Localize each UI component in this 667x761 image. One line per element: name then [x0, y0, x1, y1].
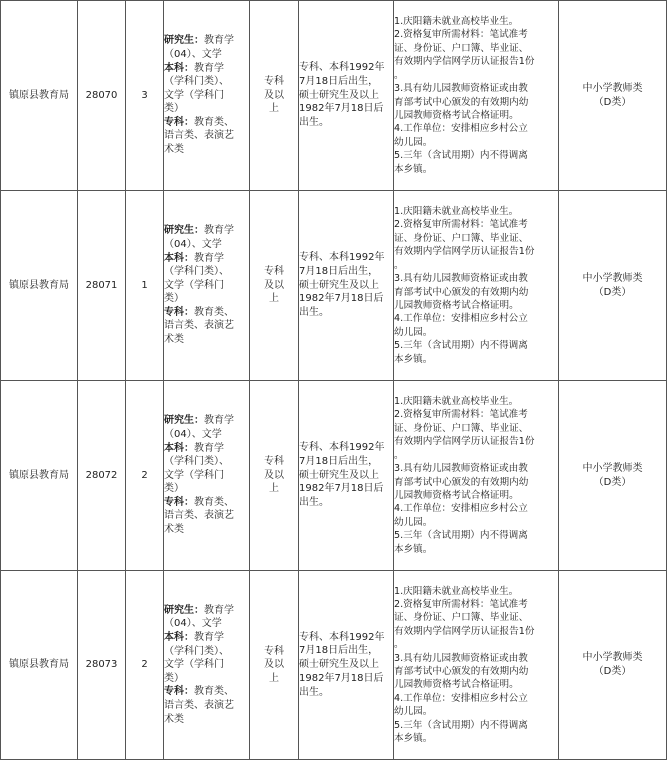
major-text: 教育类、	[194, 306, 234, 318]
requirement-line: 1.庆阳籍未就业高校毕业生。	[394, 16, 519, 28]
age-cell	[299, 571, 394, 760]
major-text: 术类	[164, 524, 184, 536]
requirement-line: 本乡镇。	[394, 163, 433, 175]
requirement-line: 4.工作单位：安排相应乡村公立	[394, 313, 528, 325]
age-line: 硕士研究生及以上	[299, 279, 379, 291]
unit-cell	[1, 381, 78, 571]
requirement-line: 。	[394, 639, 404, 651]
major-line	[164, 265, 249, 279]
major-level-label: 研究生：	[164, 415, 204, 427]
requirement-line: 儿园教师资格考试合格证明。	[394, 679, 519, 691]
unit-name: 镇原县教育局	[9, 469, 69, 481]
major-text: 类）	[164, 483, 184, 495]
table-row	[1, 1, 667, 191]
category-cell	[559, 381, 667, 571]
major-line	[164, 102, 249, 116]
requirement-line: 育部考试中心颁发的有效期内幼	[394, 666, 529, 677]
requirement-line: 育部考试中心颁发的有效期内幼	[394, 286, 529, 298]
major-line	[164, 34, 249, 48]
requirement-line: 5.三年（含试用期）内不得调离	[394, 530, 528, 542]
major-text: 术类	[164, 334, 184, 346]
education-level: 专科及以上	[264, 266, 284, 305]
major-cell	[164, 571, 250, 760]
position-code: 28071	[85, 279, 118, 291]
requirement-line: 有效期内学信网学历认证报告1份	[394, 625, 535, 637]
age-line: 出生。	[299, 307, 329, 319]
requirement-line: 2.资格复审所需材料：笔试准考	[394, 598, 528, 610]
age-line: 专科、本科1992年	[299, 252, 385, 263]
recruit-count: 1	[141, 279, 148, 291]
major-line	[164, 482, 249, 496]
position-code-cell	[78, 1, 126, 191]
requirement-line: 3.具有幼儿园教师资格证或由教	[394, 273, 528, 285]
major-text: 文学（学科门	[164, 89, 224, 101]
major-line	[164, 672, 249, 686]
unit-name: 镇原县教育局	[9, 659, 69, 671]
major-line	[164, 292, 249, 306]
major-text: 语言类、表演艺	[164, 320, 234, 332]
requirement-line: 4.工作单位：安排相应乡村公立	[394, 692, 528, 704]
requirement-line: 本乡镇。	[394, 543, 433, 555]
major-line	[164, 469, 249, 483]
major-line	[164, 129, 249, 143]
major-text: 教育学	[204, 604, 234, 616]
requirement-line: 4.工作单位：安排相应乡村公立	[394, 503, 528, 515]
position-category: 中小学教师类（D类）	[582, 652, 643, 677]
major-line	[164, 224, 249, 238]
requirement-line: 幼儿园。	[394, 516, 433, 528]
major-text: （学科门类）、	[164, 76, 229, 88]
major-text: 教育学	[194, 632, 224, 644]
major-text: 教育类、	[194, 686, 234, 698]
requirement-line: 有效期内学信网学历认证报告1份	[394, 246, 535, 258]
major-level-label: 专科：	[164, 686, 194, 698]
major-text: 教育学	[204, 415, 234, 427]
age-line: 7月18日后出生，	[299, 265, 379, 277]
age-line: 出生。	[299, 686, 329, 698]
age-cell	[299, 381, 394, 571]
recruit-count: 3	[141, 89, 148, 101]
education-cell	[250, 381, 299, 571]
requirement-line: 证、身份证、户口簿、毕业证、	[394, 422, 529, 434]
position-code-cell	[78, 191, 126, 381]
age-line: 7月18日后出生，	[299, 645, 379, 657]
category-cell	[559, 571, 667, 760]
requirement-line: 证、身份证、户口簿、毕业证、	[394, 232, 529, 244]
requirement-line: 本乡镇。	[394, 733, 433, 745]
unit-cell	[1, 191, 78, 381]
education-level: 专科及以上	[264, 456, 284, 495]
major-line	[164, 238, 249, 252]
age-line: 专科、本科1992年	[299, 631, 385, 643]
requirement-line: 5.三年（含试用期）内不得调离	[394, 340, 528, 352]
major-text: 文学（学科门	[164, 279, 224, 291]
major-text: 教育学	[204, 35, 234, 47]
major-text: 教育学	[194, 62, 224, 74]
major-text: 术类	[164, 713, 184, 725]
education-cell	[250, 571, 299, 760]
recruit-count-cell	[126, 381, 164, 571]
requirements-cell	[394, 191, 559, 381]
education-level: 专科及以上	[264, 645, 284, 684]
requirement-line: 3.具有幼儿园教师资格证或由教	[394, 83, 528, 95]
major-text: （04）、文学	[164, 238, 222, 250]
age-line: 硕士研究生及以上	[299, 469, 379, 481]
major-level-label: 专科：	[164, 496, 194, 508]
major-text: 教育学	[194, 442, 224, 454]
age-cell	[299, 1, 394, 191]
recruit-count-cell	[126, 191, 164, 381]
requirement-line: 4.工作单位：安排相应乡村公立	[394, 123, 528, 135]
major-text: （04）、文学	[164, 428, 222, 440]
age-line: 1982年7月18日后	[299, 672, 384, 684]
recruit-count: 2	[141, 469, 148, 481]
requirement-line: 。	[394, 259, 404, 271]
major-text: （学科门类）、	[164, 456, 229, 468]
major-line	[164, 509, 249, 523]
table-body	[1, 1, 667, 760]
category-cell	[559, 1, 667, 191]
unit-name: 镇原县教育局	[9, 89, 69, 101]
major-level-label: 本科：	[164, 62, 194, 74]
requirement-line: 1.庆阳籍未就业高校毕业生。	[394, 585, 519, 597]
requirement-line: 1.庆阳籍未就业高校毕业生。	[394, 206, 519, 218]
position-category: 中小学教师类（D类）	[582, 462, 643, 488]
requirement-line: 3.具有幼儿园教师资格证或由教	[394, 463, 528, 475]
education-level: 专科及以上	[264, 76, 284, 115]
position-category: 中小学教师类（D类）	[582, 272, 643, 298]
recruit-count-cell	[126, 1, 164, 191]
major-text: 教育学	[204, 225, 234, 237]
major-text: 语言类、表演艺	[164, 510, 234, 522]
major-text: 类）	[164, 103, 184, 115]
major-line	[164, 658, 249, 672]
major-text: 教育类、	[194, 496, 234, 508]
position-code: 28072	[85, 469, 118, 481]
requirements-cell	[394, 571, 559, 760]
major-line	[164, 252, 249, 266]
major-text: 语言类、表演艺	[164, 699, 234, 711]
major-line	[164, 604, 249, 618]
requirement-line: 儿园教师资格考试合格证明。	[394, 489, 519, 501]
major-line	[164, 319, 249, 333]
age-line: 硕士研究生及以上	[299, 659, 379, 671]
recruit-count-cell	[126, 571, 164, 760]
major-cell	[164, 381, 250, 571]
major-line	[164, 496, 249, 510]
age-line: 出生。	[299, 117, 329, 129]
requirement-line: 证、身份证、户口簿、毕业证、	[394, 612, 529, 624]
major-line	[164, 279, 249, 293]
age-line: 出生。	[299, 497, 329, 509]
unit-cell	[1, 571, 78, 760]
major-line	[164, 523, 249, 537]
requirement-line: 1.庆阳籍未就业高校毕业生。	[394, 396, 519, 408]
requirement-line: 证、身份证、户口簿、毕业证、	[394, 42, 529, 54]
requirement-line: 。	[394, 449, 404, 461]
age-line: 7月18日后出生，	[299, 75, 379, 87]
position-code: 28070	[85, 89, 118, 101]
requirement-line: 3.具有幼儿园教师资格证或由教	[394, 652, 528, 664]
requirement-line: 5.三年（含试用期）内不得调离	[394, 150, 528, 162]
major-text: （04）、文学	[164, 618, 222, 630]
requirement-line: 幼儿园。	[394, 136, 433, 148]
requirement-line: 本乡镇。	[394, 353, 433, 365]
major-level-label: 本科：	[164, 252, 194, 264]
major-line	[164, 414, 249, 428]
position-code-cell	[78, 381, 126, 571]
requirement-line: 2.资格复审所需材料：笔试准考	[394, 219, 528, 231]
position-code-cell	[78, 571, 126, 760]
age-line: 1982年7月18日后	[299, 103, 384, 115]
age-line: 专科、本科1992年	[299, 62, 385, 73]
major-level-label: 本科：	[164, 632, 194, 644]
requirement-line: 有效期内学信网学历认证报告1份	[394, 436, 535, 448]
major-level-label: 研究生：	[164, 604, 204, 616]
major-cell	[164, 191, 250, 381]
major-line	[164, 428, 249, 442]
unit-name: 镇原县教育局	[9, 279, 69, 291]
major-line	[164, 75, 249, 89]
requirement-line: 2.资格复审所需材料：笔试准考	[394, 29, 528, 41]
table-row	[1, 191, 667, 381]
recruit-count: 2	[141, 659, 148, 671]
major-line	[164, 617, 249, 631]
major-text: 语言类、表演艺	[164, 130, 234, 142]
major-line	[164, 645, 249, 659]
age-line: 1982年7月18日后	[299, 483, 384, 495]
major-cell	[164, 1, 250, 191]
major-text: 术类	[164, 144, 184, 156]
major-line	[164, 455, 249, 469]
requirement-line: 幼儿园。	[394, 706, 433, 718]
major-line	[164, 62, 249, 76]
age-line: 1982年7月18日后	[299, 293, 384, 305]
education-cell	[250, 1, 299, 191]
requirement-line: 幼儿园。	[394, 326, 433, 338]
major-line	[164, 306, 249, 320]
requirement-line: 有效期内学信网学历认证报告1份	[394, 56, 535, 68]
major-line	[164, 713, 249, 727]
major-level-label: 专科：	[164, 306, 194, 318]
requirement-line: 5.三年（含试用期）内不得调离	[394, 719, 528, 731]
table-row	[1, 381, 667, 571]
major-line	[164, 442, 249, 456]
age-line: 硕士研究生及以上	[299, 89, 379, 101]
major-line	[164, 333, 249, 347]
requirement-line: 2.资格复审所需材料：笔试准考	[394, 409, 528, 421]
major-level-label: 研究生：	[164, 225, 204, 237]
requirements-cell	[394, 1, 559, 191]
position-code: 28073	[85, 659, 118, 671]
unit-cell	[1, 1, 78, 191]
major-text: （学科门类）、	[164, 266, 229, 278]
major-text: 文学（学科门	[164, 469, 224, 481]
major-level-label: 研究生：	[164, 35, 204, 47]
requirement-line: 儿园教师资格考试合格证明。	[394, 109, 519, 121]
major-text: 文学（学科门	[164, 659, 224, 671]
major-line	[164, 143, 249, 157]
major-level-label: 专科：	[164, 116, 194, 128]
position-category: 中小学教师类（D类）	[582, 82, 643, 108]
age-cell	[299, 191, 394, 381]
major-line	[164, 631, 249, 645]
requirement-line: 。	[394, 69, 404, 81]
major-text: （04）、文学	[164, 48, 222, 60]
major-line	[164, 116, 249, 130]
education-cell	[250, 191, 299, 381]
major-text: 教育类、	[194, 116, 234, 128]
table-row	[1, 571, 667, 760]
major-text: 类）	[164, 672, 184, 684]
requirements-cell	[394, 381, 559, 571]
major-line	[164, 699, 249, 713]
major-line	[164, 685, 249, 699]
requirement-line: 儿园教师资格考试合格证明。	[394, 299, 519, 311]
category-cell	[559, 191, 667, 381]
major-line	[164, 89, 249, 103]
major-text: 教育学	[194, 252, 224, 264]
age-line: 7月18日后出生，	[299, 455, 379, 467]
major-text: （学科门类）、	[164, 645, 229, 657]
requirement-line: 育部考试中心颁发的有效期内幼	[394, 96, 529, 108]
requirement-line: 育部考试中心颁发的有效期内幼	[394, 476, 529, 488]
major-line	[164, 48, 249, 62]
age-line: 专科、本科1992年	[299, 442, 385, 453]
major-text: 类）	[164, 293, 184, 305]
major-level-label: 本科：	[164, 442, 194, 454]
